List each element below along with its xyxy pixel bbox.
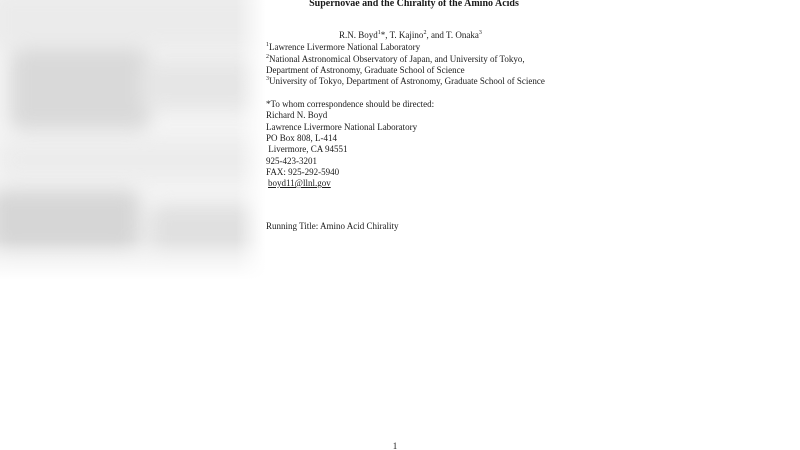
author-1-suffix: *, T. Kajino (380, 30, 424, 40)
author-3-superscript: 3 (478, 30, 482, 36)
correspondence-address-1: PO Box 808, L-414 (266, 133, 338, 143)
blurred-page-region (0, 0, 266, 280)
paper-title: Supernovae and the Chirality of the Amino Acids (309, 0, 519, 9)
correspondence-address-2: Livermore, CA 94551 (266, 144, 348, 154)
correspondence-institution: Lawrence Livermore National Laboratory (266, 122, 418, 132)
affiliation-2-superscript: 2 (266, 54, 269, 60)
affiliation-2-text: National Astronomical Observatory of Japan, and University of Tokyo, (269, 54, 525, 64)
affiliation-1-text: Lawrence Livermore National Laboratory (269, 42, 421, 52)
affiliation-2-continued-text: Department of Astronomy, Graduate School of Science (266, 65, 465, 75)
affiliation-1-superscript: 1 (266, 42, 269, 48)
author-1-superscript: 1 (377, 30, 381, 36)
affiliation-2 (266, 55, 525, 64)
running-title: Running Title: Amino Acid Chirality (266, 221, 399, 231)
affiliation-3-superscript: 3 (266, 76, 269, 82)
correspondence-fax: FAX: 925-292-5940 (266, 167, 340, 177)
affiliation-3 (266, 77, 545, 86)
author-2-superscript: 2 (423, 30, 427, 36)
page-number: 1 (392, 441, 398, 450)
affiliation-2-continued (266, 66, 465, 75)
affiliation-1 (266, 43, 420, 52)
correspondence-email-link[interactable]: boyd11@llnl.gov (268, 178, 331, 188)
correspondence-heading: *To whom correspondence should be directed: (266, 99, 435, 109)
correspondence-name: Richard N. Boyd (266, 110, 328, 120)
correspondence-phone: 925-423-3201 (266, 156, 317, 166)
affiliation-3-text: University of Tokyo, Department of Astronomy, Graduate School of Science (269, 76, 545, 86)
author-line (339, 31, 482, 40)
author-1-name: R.N. Boyd (339, 30, 378, 40)
author-2-suffix: , and T. Onaka (426, 30, 479, 40)
